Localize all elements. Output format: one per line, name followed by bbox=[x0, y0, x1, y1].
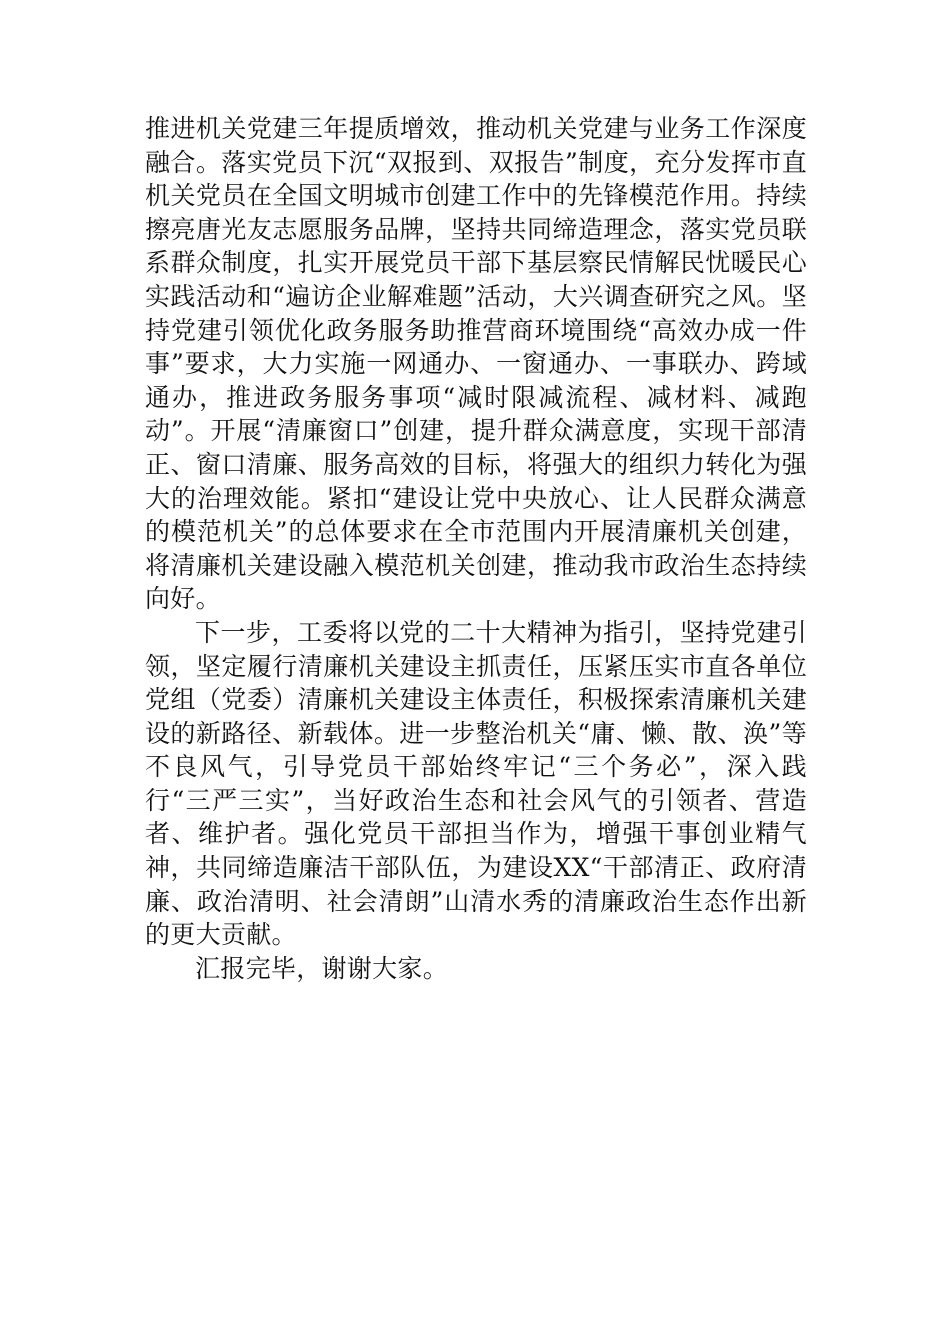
paragraph-next-steps: 下一步，工委将以党的二十大精神为指引，坚持党建引领，坚定履行清廉机关建设主抓责任，压紧压实市直各单位党组（党委）清廉机关建设主体责任，积极探索清廉机关建设的新路径、新载体。进一步整治机关“庸、懒、散、涣”等不良风气，引导党员干部始终牢记“三个务必”，深入践行“三严三实”，当好政治生态和社会风气的引领者、营造者、维护者。强化党员干部担当作为，增强干事创业精气神，共同缔造廉洁干部队伍，为建设XX“干部清正、政府清廉、政治清明、社会清朗”山清水秀的清廉政治生态作出新的更大贡献。 bbox=[145, 617, 807, 950]
body-text bbox=[145, 112, 807, 985]
paragraph-closing: 汇报完毕，谢谢大家。 bbox=[195, 953, 449, 983]
paragraph-continuation: 推进机关党建三年提质增效，推动机关党建与业务工作深度融合。落实党员下沉“双报到、双报告”制度，充分发挥市直机关党员在全国文明城市创建工作中的先锋模范作用。持续擦亮唐光友志愿服务品牌，坚持共同缔造理念，落实党员联系群众制度，扎实开展党员干部下基层察民情解民忧暖民心实践活动和“遍访企业解难题”活动，大兴调查研究之风。坚持党建引领优化政务服务助推营商环境围绕“高效办成一件事”要求，大力实施一网通办、一窗通办、一事联办、跨域通办，推进政务服务事项“减时限减流程、减材料、减跑动”。开展“清廉窗口”创建，提升群众满意度，实现干部清正、窗口清廉、服务高效的目标，将强大的组织力转化为强大的治理效能。紧扣“建设让党中央放心、让人民群众满意的模范机关”的总体要求在全市范围内开展清廉机关创建，将清廉机关建设融入模范机关创建，推动我市政治生态持续向好。 bbox=[145, 114, 807, 614]
